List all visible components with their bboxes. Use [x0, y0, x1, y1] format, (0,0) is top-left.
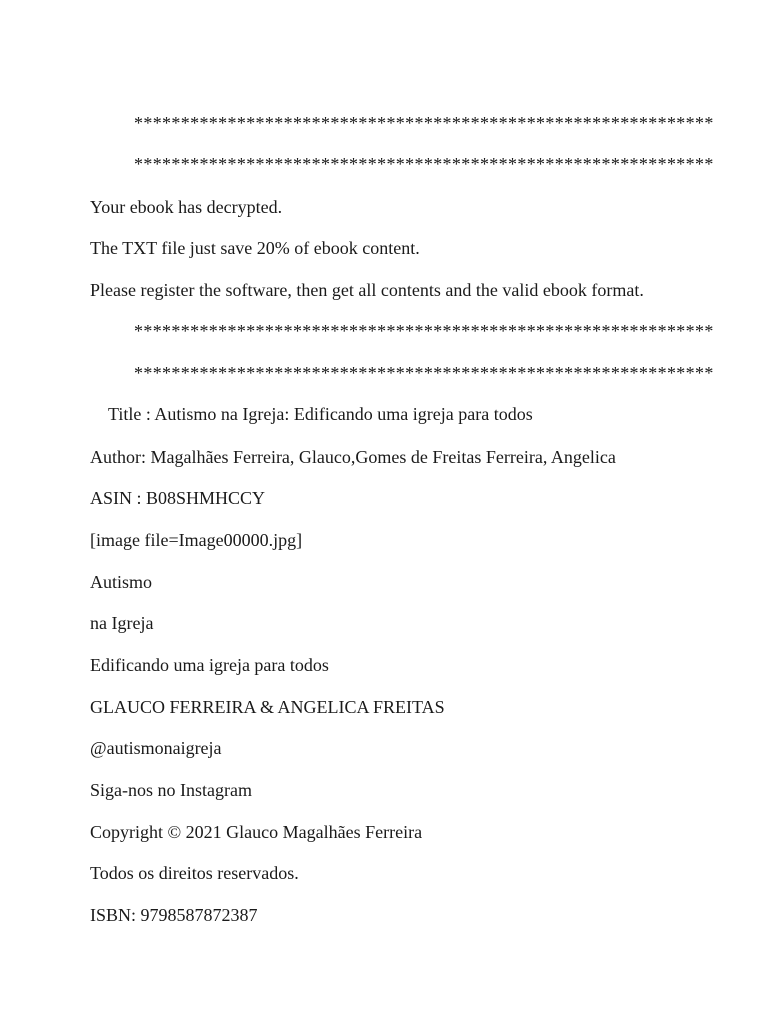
isbn-line: ISBN: 9798587872387 — [90, 905, 258, 925]
copyright-line: Copyright © 2021 Glauco Magalhães Ferreira — [90, 822, 423, 842]
rights-line: Todos os direitos reservados. — [90, 863, 299, 883]
image-reference: [image file=Image00000.jpg] — [90, 530, 303, 550]
book-author-line: Author: Magalhães Ferreira, Glauco,Gomes de Freitas Ferreira, Angelica — [90, 447, 616, 467]
decrypted-notice: Your ebook has decrypted. — [90, 197, 283, 217]
instagram-handle: @autismonaigreja — [90, 738, 222, 758]
book-title-line: Title : Autismo na Igreja: Edificando uma igreja para todos — [108, 404, 533, 424]
partial-content-notice: The TXT file just save 20% of ebook content. — [90, 238, 420, 258]
separator-stars-2: ************************************************************** — [134, 154, 714, 174]
cover-title-line-1: Autismo — [90, 572, 153, 592]
authors-caps: GLAUCO FERREIRA & ANGELICA FREITAS — [90, 697, 445, 717]
separator-stars-1: ************************************************************** — [134, 113, 714, 133]
register-notice: Please register the software, then get all contents and the valid ebook format. — [90, 280, 644, 300]
book-subtitle: Edificando uma igreja para todos — [90, 655, 329, 675]
follow-instagram: Siga-nos no Instagram — [90, 780, 252, 800]
separator-stars-3: ************************************************************** — [134, 321, 714, 341]
separator-stars-4: ************************************************************** — [134, 363, 714, 383]
cover-title-line-2: na Igreja — [90, 613, 154, 633]
book-asin-line: ASIN : B08SHMHCCY — [90, 488, 266, 508]
